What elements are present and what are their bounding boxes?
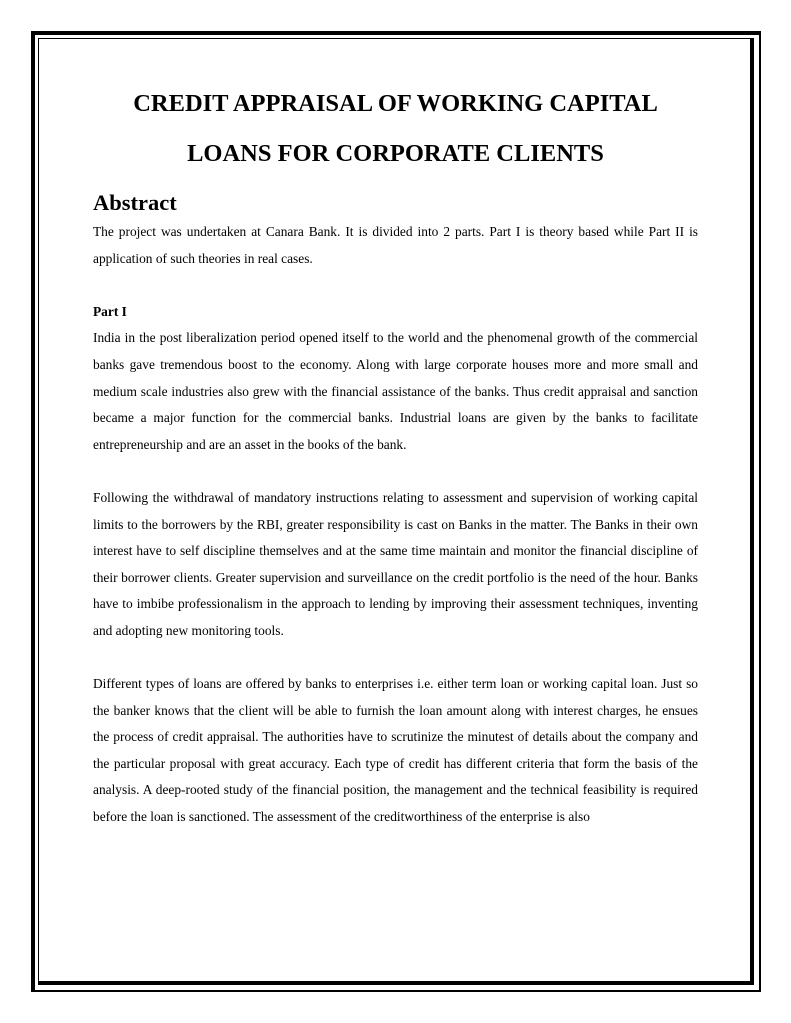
spacer bbox=[93, 458, 698, 485]
document-body bbox=[93, 90, 698, 831]
spacer bbox=[93, 272, 698, 299]
spacer bbox=[93, 645, 698, 672]
paragraph-1: India in the post liberalization period opened itself to the world and the phenomenal growth of the commercial banks gave tremendous boost to the economy. Along with large corporate houses more and more small and medium scale industries also grew with the financial assistance of the banks. Thus credit appraisal and sanction became a major function for the commercial banks. Industrial loans are given by the banks to facilitate entrepreneurship and are an asset in the books of the bank. bbox=[93, 330, 698, 452]
title-line-1: CREDIT APPRAISAL OF WORKING CAPITAL bbox=[133, 90, 658, 117]
document-title bbox=[93, 90, 698, 168]
abstract-text: The project was undertaken at Canara Bank. It is divided into 2 parts. Part I is theory based while Part II is application of such theories in real cases. bbox=[93, 224, 698, 266]
paragraph-2: Following the withdrawal of mandatory instructions relating to assessment and supervision of working capital limits to the borrowers by the RBI, greater responsibility is cast on Banks in the matter. The Banks in their own interest have to self discipline themselves and at the same time maintain and monitor the financial discipline of their borrower clients. Greater supervision and surveillance on the credit portfolio is the need of the hour. Banks have to imbibe professionalism in the approach to lending by improving their assessment techniques, inventing and adopting new monitoring tools. bbox=[93, 489, 698, 638]
abstract-heading: Abstract bbox=[93, 190, 177, 215]
paragraph-3: Different types of loans are offered by banks to enterprises i.e. either term loan or working capital loan. Just so the banker knows that the client will be able to furnish the loan amount along with interest charges, he ensues the process of credit appraisal. The authorities have to scrutinize the minutest of details about the company and the particular proposal with great accuracy. Each type of credit has different criteria that form the basis of the analysis. A deep-rooted study of the financial position, the management and the technical feasibility is required before the loan is sanctioned. The assessment of the creditworthiness of the enterprise is also bbox=[93, 676, 698, 825]
title-line-2: LOANS FOR CORPORATE CLIENTS bbox=[187, 140, 604, 167]
part-1-heading: Part I bbox=[93, 303, 127, 319]
